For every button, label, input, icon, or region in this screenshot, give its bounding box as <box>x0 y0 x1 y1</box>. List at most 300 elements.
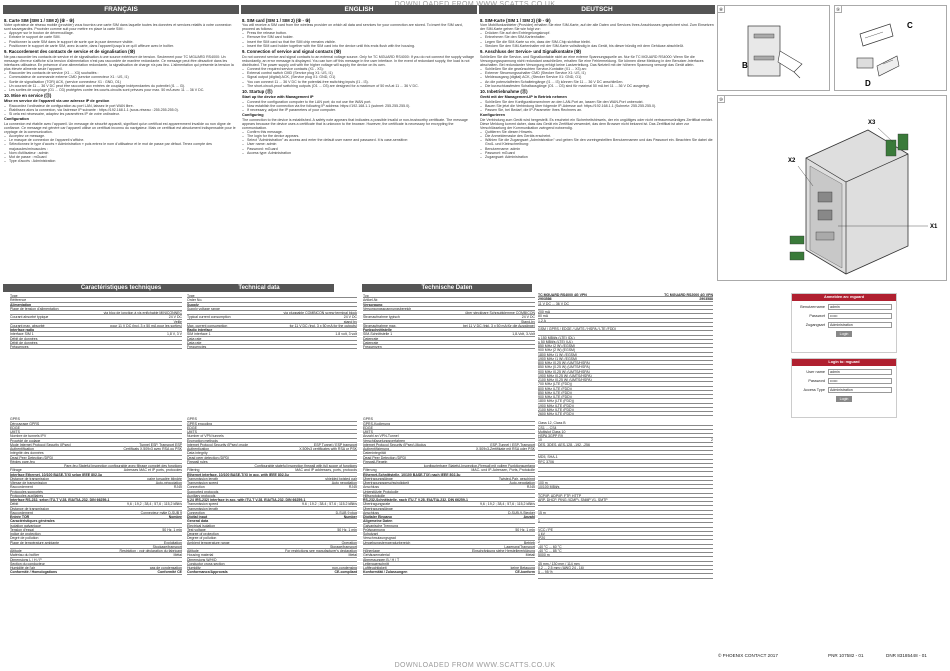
step-item: – Legen Sie die SIM-Karte so ein, dass der SIM-Chip sichtbar bleibt. <box>480 40 714 44</box>
spec-label: 850 MHz (0.25 W) (UMTS/HSPA) <box>538 365 590 370</box>
spec-value: CE-compliant <box>334 570 357 575</box>
spec-label: -40 °C ... 85 °C <box>538 548 562 553</box>
spec-label: General data <box>187 519 209 524</box>
spec-label: 200 mA <box>538 310 551 314</box>
spec-label: Konformität / Zulassungen <box>363 570 408 575</box>
spec-value: via bloc de jonction à vis enfichable MINICONNEC <box>103 311 182 315</box>
spec-label: Transmission length <box>187 476 219 481</box>
spec-value: ESP Tunnel / ESP transport <box>313 442 357 447</box>
spec-label: VCC / PE <box>538 527 553 532</box>
device-illustration <box>718 96 948 282</box>
product-1-name: TC MGUARD RS4000 4G VPN <box>538 293 587 297</box>
subsection-title: Konfigurieren <box>480 112 505 117</box>
step-item: – The login for the device appears. <box>242 134 476 138</box>
spec-label: Isolation galvanique <box>10 523 41 528</box>
spec-value: Métal <box>173 553 182 558</box>
spec-label: Internet Protocol Security (IPsec)-Modus <box>363 442 427 447</box>
step-item: – An die potenzialfreien Schalteingänge (I1 ... I3) können Sie 11 ... 36 V DC anschließen. <box>480 80 714 84</box>
spec-label: UMTS <box>363 430 373 434</box>
figure-sim-insert <box>834 5 947 91</box>
step-item: – Acceptez ce message. <box>4 134 238 138</box>
tech-bottom-en <box>187 417 357 574</box>
spec-label: RFC 3706 <box>538 459 554 464</box>
spec-label: 10/100 MBit/s <box>538 485 560 489</box>
login-title: Anmelden an: mguard <box>792 294 896 301</box>
spec-label: Multislot Class 10 <box>538 429 566 434</box>
spec-label: 0,2 ... 2,5 mm² (AWG 24 - 16) <box>538 565 584 570</box>
spec-value: Stand-by <box>520 319 535 324</box>
spec-label: Débit de données <box>10 336 38 341</box>
step-item: – Établissez alors la connexion, via l'adresse IP suivante : https://192.168.1.1 (sous-réseau : 255.255.255.0). <box>4 108 238 112</box>
spec-label: Versorgung <box>363 302 383 307</box>
spec-label: Tension d'essai <box>10 527 34 532</box>
spec-label: V.24 (RS-232) interface in acc. with ITU-T V.28, EIA/TIA-232, DIN 66259-1 <box>187 498 306 502</box>
spec-label: 700 MHz (LTE (FDD)) <box>538 382 572 387</box>
spec-label: EDGE <box>187 425 197 430</box>
figure-sim-release <box>717 5 830 91</box>
spec-label: ≤ 50 MBit/s (LTE) (UL) <box>538 339 573 344</box>
spec-label: Humidity <box>187 566 201 570</box>
step-item: – Appuyer sur le bouton de déverrouillage. <box>4 31 238 35</box>
spec-label: Filtrage <box>10 468 22 473</box>
spec-row <box>10 570 182 574</box>
spec-label: Data integrity <box>187 451 208 456</box>
tech-table-en <box>187 294 357 650</box>
subsection-title: Gerät mit der Management-IP in Betrieb nehmen <box>480 95 567 100</box>
spec-label: 2 <box>538 540 540 545</box>
spec-value: For restrictions see manufacturer's declaration <box>285 549 357 553</box>
access-select[interactable]: Administration <box>828 387 892 393</box>
spec-label: Conformance/Approvals <box>187 570 228 575</box>
section-title: 8. SIM card (SIM 1 / SIM 2) (⑧ - ⑨) <box>242 17 311 23</box>
spec-label: Supply <box>187 302 199 307</box>
spec-label: Raccordement <box>10 510 33 515</box>
spec-label: Protocoles auxiliaires <box>10 493 44 498</box>
sim-release-illustration <box>718 6 831 92</box>
spec-label: Transmission length <box>187 506 219 511</box>
section-text: The connection to the device is established. A safety note appears that indicates a possible invalid or non-trustworthy certificate. The message appears because the device uses a certificate that is unknown to the browser. However, the certificate is necessary for encrypting the communication. <box>242 117 468 130</box>
spec-value: X.509v3-Zertifikate mit RSA oder PSK <box>476 447 535 451</box>
spec-value: 2 <box>711 438 713 443</box>
step-list <box>480 67 714 87</box>
section-intro: You will receive a SIM card from the wireless provider on which all data and services for your connection are stored. To insert the SIM card, proceed as follows: <box>242 22 463 31</box>
spec-value: Connecteur mâle D-SUB 9 <box>140 510 182 515</box>
spec-label: Digital input <box>187 515 208 519</box>
figure-device-contacts <box>717 95 947 281</box>
spec-row <box>538 574 713 578</box>
sim-insert-illustration <box>835 6 948 92</box>
spec-label: 1900 MHz (1 W) (EGSM) <box>538 356 578 361</box>
spec-label: Ethernet interface, 10/100 BASE-T(X) in acc. with IEEE 802.3u <box>187 472 289 477</box>
figure-number: ⑩ <box>718 97 724 102</box>
spec-label: Authentication <box>187 447 210 451</box>
step-item: – Connect the configuration computer to the LAN port; do not use the WAN port. <box>242 100 476 104</box>
step-item: – Die kurzschlussfesten Schaltausgänge (O1 ... O3) sind für maximal 50 mA bei 11 ... 36 V DC ausgelegt. <box>480 84 714 88</box>
spec-label: 2100 MHz (0.25 W) (UMTS/HSPA) <box>538 378 592 382</box>
spec-label: CS1 ... CS4 <box>538 425 557 430</box>
section-title: 10. Startup (⑪) <box>242 89 273 95</box>
tech-values <box>538 293 713 649</box>
spec-label: Stromaufnahme typisch <box>363 315 400 320</box>
step-item: – Zugangsart: Administration <box>480 155 714 159</box>
lang-header-en: ENGLISH <box>241 5 477 14</box>
step-item: – Insert the SIM card so that the SIM chip remains visible. <box>242 40 476 44</box>
section-text: La connexion est établie avec l'appareil. Un message de sécurité apparaît, signifiant qu'un certificat est apparemment invalide ou non digne de confiance. Ce message est généré car l'appareil utilise un certificat inconnu du navigateur. Mais ce certificat est absolument indispensable pour le cryptage de la communication. <box>4 121 236 134</box>
step-item: – Remove the SIM card holder. <box>242 35 476 39</box>
spec-label: Connection <box>187 510 205 515</box>
spec-value: 9,6 ; 19,2 ; 38,4 ; 57,6 ; 115,2 kBit/s <box>127 502 182 507</box>
section-text: Die Verbindung zum Gerät wird hergestellt. Es erscheint ein Sicherheitshinweis, der ein ungültiges oder nicht vertrauenswürdiges Zertifikat meldet. Diese Meldung kommt daher, dass das Gerät ein Zertifikat verwendet, das dem Browser nicht bekannt ist. Das Zertifikat ist aber zur Verschlüsselung der Kommunikation zwingend notwendig. <box>480 117 713 130</box>
spec-value: D-SUB-9-Stecker <box>507 510 535 515</box>
spec-label: Anschluss <box>363 510 379 515</box>
spec-value: 1,8 V, 3 V <box>166 332 182 337</box>
spec-label: ARP, DHCP, PING (ICMP), SNMP V1, SMTP <box>538 497 608 502</box>
step-item: – Raccorder les contacts de service (X1 ... X3) souhaités : <box>4 71 238 75</box>
label-x2: X2 <box>788 158 796 164</box>
spec-label: Höhenlage <box>363 549 380 553</box>
spec-label: Umgebungstemperaturbereich <box>363 540 411 545</box>
spec-label: Protocoles supportés <box>10 489 43 494</box>
step-item: – If necessary, adjust the IP parameters of your computer. <box>242 108 476 112</box>
lang-header-fr: FRANÇAIS <box>3 5 239 14</box>
spec-label: Max. current consumption <box>187 323 228 328</box>
step-item: – Passen Sie, bei Bedarf, die IP-Parameter Ihres Rechners an. <box>480 108 714 112</box>
tech-values-top <box>538 302 713 417</box>
spec-label: Number of VPN tunnels <box>187 434 224 439</box>
spec-value: Lagerung/Transport <box>504 544 535 549</box>
login-button[interactable]: Login <box>836 396 852 402</box>
spec-label: Übertragungsgeschwindigkeit <box>363 481 409 485</box>
product-2-name: TC MGUARD RS2000 4G VPN <box>664 293 713 297</box>
tech-bottom-de <box>363 417 535 574</box>
spec-value: 50 Hz, 1 min <box>162 527 182 532</box>
spec-label: 1800 MHz (1 W) (EGSM) <box>538 352 578 357</box>
step-item: – The short-circuit-proof switching outputs (O1 ... O3) are designed for a maximum of 50 mA at 11 ... 36 V DC. <box>242 84 476 88</box>
spec-label: Datenrate <box>363 336 379 341</box>
figure-number: ⑨ <box>835 7 841 12</box>
user-label: Benutzername <box>800 305 825 309</box>
step-item: – Schließen Sie die gewünschten Service-Kontakte (X1 ... X3) an: <box>480 67 714 71</box>
section-title: 8. Carte SIM (SIM 1 / SIM 2) (⑧ - ⑨) <box>4 17 75 23</box>
spec-row <box>187 570 357 574</box>
spec-label: Datenintegrität <box>363 451 386 456</box>
spec-label: Übertragungslänge <box>363 506 393 511</box>
spec-label: 1 kV <box>538 531 546 536</box>
spec-label: Frequenzen <box>363 345 382 349</box>
label-x3: X3 <box>868 120 876 126</box>
spec-value: stand by <box>343 319 357 324</box>
spec-label: Datenrate <box>363 340 379 345</box>
tech-top-de <box>363 294 535 349</box>
step-item: – Select "Administration" as access and enter the default user name and password. It is case-sensitive: <box>242 138 476 142</box>
spec-label: Degree of pollution <box>187 536 217 541</box>
step-item: – Le masque de connexion de l'appareil s'affiche. <box>4 138 238 142</box>
section-title: 9. Connection of service and signal contacts (⑩) <box>242 49 341 55</box>
step-list <box>480 130 714 159</box>
spec-label: Data rate <box>187 336 202 341</box>
spec-label: 11 V DC ... 36 V DC <box>538 301 570 306</box>
spec-label: UMTS <box>10 430 20 434</box>
spec-label: Ethernet-Schnittstelle, 10/100 BASE-T(X) nach IEEE 802.3u <box>363 472 461 477</box>
spec-label: Schutzart <box>363 532 378 536</box>
label-x1: X1 <box>930 224 938 230</box>
spec-label: Dimensions L / H / P <box>10 557 42 562</box>
spec-label: Raccordement <box>10 485 33 490</box>
tech-table-de <box>363 294 535 650</box>
step-item: – Benutzername: admin <box>480 147 714 151</box>
step-list <box>4 104 238 116</box>
access-label: Access Type <box>803 388 825 392</box>
step-item: – Confirm this message. <box>242 130 476 134</box>
spec-label: Versorgungsspannungsbereich <box>363 306 412 311</box>
password-input[interactable]: •••••• <box>828 378 892 384</box>
spec-label: Supported protocols <box>187 489 219 494</box>
spec-label: 15 m <box>538 510 546 515</box>
step-list <box>4 31 238 47</box>
step-item: – Insert the SIM card holder together with the SIM card into the device until this ends flush with the housing. <box>242 44 476 48</box>
spec-label: Transmission speed <box>187 502 219 507</box>
spec-value: 50 Hz, 1 min <box>337 527 357 532</box>
spec-label: GPRS encoding <box>187 421 213 426</box>
label-b: B <box>742 61 748 70</box>
spec-label: Dead Peer Detection (DPD) <box>363 455 407 460</box>
step-item: – Die Anmeldemaske des Geräts erscheint. <box>480 134 714 138</box>
figures-panel <box>717 5 947 281</box>
spec-value: Tunnel ESP, Transport ESP <box>139 442 182 447</box>
spec-value: D-SUB 9 plug <box>335 510 357 515</box>
step-item: – Schließen Sie den Konfigurationsrechner an den LAN-Port an, lassen Sie den WAN-Port unbenutzt. <box>480 100 714 104</box>
spec-label: 1.2 A <box>538 318 546 323</box>
login-access-row <box>796 387 892 393</box>
spec-label: 100 m <box>538 480 548 485</box>
step-item: – Positionner le support de carte SIM, avec la carte, dans l'appareil jusqu'à ce qu'il affleure avec le boîtier. <box>4 44 238 48</box>
spec-label: Class 12, Class B <box>538 421 566 426</box>
spec-label: Intégrité des données <box>10 451 44 456</box>
step-item: – Si cela est nécessaire, adaptez les paramètres IP de votre ordinateur. <box>4 112 238 116</box>
section-text: Ne pas raccorder les contacts de service et de signalisation à une source extérieure de tension. Seulement pour TC MGUARD RS4000: Un message d'erreur s'affiche si la tension d'alimentation n'est pas raccordée de manière redondante. Ce message peut être désactivé dans les interfaces utilisateur. En présence d'une alimentation redondante, la signalisation de charge n'a pas lieu. L'alimentation qui présente la tension la plus élevée alimente seule l'appareil. <box>4 54 234 71</box>
spec-label: Unterstützte Protokolle <box>363 489 399 494</box>
spec-value: über steckbare Schraubklemme COMBICON <box>465 311 535 315</box>
spec-value: Number <box>343 515 357 519</box>
spec-value: 24 V DC <box>168 315 182 320</box>
step-list <box>242 100 476 112</box>
spec-label: 800 MHz (LTE (FDD)) <box>538 386 572 391</box>
step-item: – Meldeausgang (digital) ACK, (Stecker Service X1: GND, O1) <box>480 75 714 79</box>
spec-label: Verschlüsselungsverfahren <box>363 438 406 443</box>
step-item: – Positionner la carte SIM dans le support de sorte que la puce demeure visible. <box>4 40 238 44</box>
spec-label: Galvanische Trennung <box>363 523 399 528</box>
spec-label: SIM-Schnittstelle 1 <box>363 332 393 337</box>
spec-label: Degree of protection <box>187 532 219 536</box>
step-list <box>4 134 238 163</box>
login-dialog-de <box>791 293 897 353</box>
spec-label: Degré de pollution <box>10 536 39 541</box>
spec-label: Alimentation <box>10 302 32 307</box>
username-input[interactable]: admin <box>828 304 892 310</box>
spec-label: Typ <box>363 294 369 298</box>
spec-label: Entrée TOR <box>10 515 30 519</box>
step-item: – Press the release button. <box>242 31 476 35</box>
login-user-row <box>796 369 892 375</box>
spec-label: EDGE <box>363 425 373 430</box>
spec-label: Type <box>10 294 18 298</box>
spec-label: Ambient temperature range <box>187 540 230 545</box>
spec-label: 1900 MHz (LTE (FDD)) <box>538 403 574 408</box>
step-list <box>242 31 476 47</box>
tech-header-fr: Caractéristiques techniques <box>3 284 239 292</box>
spec-label: Dead peer detection (DPD) <box>187 455 230 460</box>
spec-value: Twisted-Pair, geschirmt <box>498 476 535 481</box>
step-item: – Password: mGuard <box>242 147 476 151</box>
spec-label: Data rate <box>187 340 202 345</box>
spec-value: Anzahl <box>523 515 535 519</box>
spec-label: 900 MHz (0.25 W) (UMTS/HSPA) <box>538 369 590 374</box>
pass-label: Passwort <box>809 314 825 318</box>
section-text: Do not connect service and signal contacts to an external voltage source. Only for TC MGUARD RS4000: If you do not connect the supply voltage redundantly, an error message is displayed. You can turn off this message in the user interface. In the event of redundant supply, the load is not distributed. The power supply unit with the higher voltage will supply the device on its own. <box>242 54 475 67</box>
spec-label: Fréquences <box>10 345 29 349</box>
spec-label: Dead Peer Detection (DPD) <box>10 455 54 460</box>
spec-label: 1 <box>538 519 540 523</box>
spec-label: Interface RS-232, selon ITU-T V.28, EIA/TIA-232, DIN 66259-1 <box>10 498 110 502</box>
spec-label: Vitesse de transmission <box>10 481 47 485</box>
tech-bottom-fr <box>10 417 182 574</box>
spec-label: 1800 MHz (LTE (FDD)) <box>538 399 574 404</box>
spec-label: Prüfspannung <box>363 527 385 532</box>
spec-value: bei 11 V DC (inkl. 3 x 50 mA für die Ausgänge) <box>463 323 535 328</box>
spec-label: Nombre de tunnels IPV <box>10 434 47 439</box>
section-title: 9. Raccordement des contacts de service et de signalisation (⑩) <box>4 49 135 55</box>
spec-label: Dimensions W/H/D <box>187 557 217 562</box>
spec-label: HSPA 3GPP R9 <box>538 434 563 438</box>
username-input[interactable]: admin <box>828 369 892 375</box>
spec-value: Adresses MAC et IP ports, protocoles <box>123 468 182 473</box>
spec-value: Certificats X.509v3 avec RSA ou PSK <box>123 447 182 451</box>
spec-label: Procédé de codage <box>10 438 41 443</box>
spec-label: Courant absorbé typique <box>10 315 49 320</box>
step-item: – Connect the required service contacts (X1 - X3): <box>242 67 476 71</box>
subsection-title: Mise en service de l'appareil via une adresse IP de gestion <box>4 99 110 104</box>
spec-value: 1.8 volt, 3 volt <box>335 332 357 337</box>
footer-copyright: © PHOENIX CONTACT 2017 <box>718 653 778 658</box>
spec-label: DES, 3DES, AES-128, -192, -256 <box>538 442 590 447</box>
step-item: – Type d'accès : Administration <box>4 159 238 163</box>
spec-label: Allgemeine Daten <box>363 519 393 524</box>
spec-label: Frequencies <box>187 345 207 349</box>
spec-label: Auxiliary protocols <box>187 493 216 498</box>
spec-label: Humidité de l'air <box>10 566 35 570</box>
spec-label: Supply voltage range <box>187 306 220 311</box>
spec-value: pour 11 V DC (incl. 3 x 50 mA pour les sorties) <box>110 323 182 328</box>
step-item: – Un courant de 11 ... 36 V DC peut être raccordé aux entrées de couplage indépendantes du potentiel (I1 ... I3). <box>4 84 238 88</box>
section-title: 10. Inbetriebnahme (⑪) <box>480 89 528 95</box>
spec-label: Altitude <box>187 549 199 553</box>
spec-value: Nombre <box>168 515 182 519</box>
access-select[interactable]: Administration <box>828 322 892 328</box>
tech-values-bottom <box>538 421 713 578</box>
product-2-number: 2903588 <box>699 297 713 302</box>
spec-label: Indice de protection <box>10 532 41 536</box>
spec-label: GPRS <box>363 417 373 422</box>
login-pass-row <box>796 313 892 319</box>
spec-label: Conformité / Homologations <box>10 570 58 575</box>
spec-value: Conformité CE <box>157 570 182 575</box>
login-title: Login to: mguard <box>792 359 896 366</box>
product-1-number: 2903586 <box>538 297 552 302</box>
tech-top-en <box>187 294 357 349</box>
pass-label: Password <box>808 379 825 383</box>
spec-value: Storage/transport <box>329 544 357 549</box>
spec-label: 5 ... 95 % <box>538 570 553 574</box>
section-title: 9. Anschluss der Service- und Signalkontakte (⑩) <box>480 49 581 55</box>
spec-label: Section du conducteur <box>10 561 45 566</box>
tech-header-en: Technical data <box>184 284 334 292</box>
login-dialog-en <box>791 358 897 418</box>
spec-value: CE-konform <box>514 570 535 575</box>
subsection-title: Start up the device with Management IP <box>242 95 314 100</box>
step-list <box>242 130 476 155</box>
spec-label: Anzahl an VPN-Tunnel <box>363 434 399 439</box>
label-c: C <box>907 21 913 30</box>
subsection-title: Configuring <box>242 112 264 117</box>
login-pass-row <box>796 378 892 384</box>
step-item: – User name: admin <box>242 142 476 146</box>
step-item: – Sélectionnez le type d'accès « Administration » puis entrez le nom d'utilisateur et le mot de passe par défaut. Tenez compte des majuscules/minuscules : <box>4 142 238 150</box>
step-item: – You can connect 11 ... 36 V DC to the potential-free switching inputs (I1 - I3). <box>242 80 476 84</box>
password-input[interactable]: •••••• <box>828 313 892 319</box>
column-de <box>480 16 714 282</box>
spec-value: 24 V DC <box>521 315 535 320</box>
spec-label: Typical current consumption <box>187 315 231 320</box>
spec-label: Abmessungen B / H / T <box>363 557 400 562</box>
spec-label: MD5, SHA-1 <box>538 455 558 460</box>
spec-label: Electrical isolation <box>187 523 216 528</box>
spec-label: Internet Protocol Security (IPsec) mode <box>187 442 249 447</box>
lang-header-de: DEUTSCH <box>479 5 715 14</box>
step-item: – Wählen Sie die Zugangsart „Administration" und geben Sie den voreingestellten Benutzernamen und das Passwort ein. Beachten Sie dabei die Groß- und Kleinschreibung: <box>480 138 714 146</box>
spec-value: MAC and IP addresses, ports, protocols <box>295 468 357 473</box>
spec-value: X.509v3 certificates with RSA or PSK <box>299 447 357 451</box>
spec-label: Authentification <box>10 447 34 451</box>
step-list <box>242 67 476 87</box>
spec-label: 900 MHz (2 W) (EGSM) <box>538 348 576 353</box>
spec-value: MAC- und IP-Adressen, Ports, Protokolle <box>471 468 535 473</box>
spec-label: Übertragungsrate <box>363 502 391 507</box>
spec-label: Conductor cross section <box>187 561 225 566</box>
subsection-title: Configuration <box>4 116 29 121</box>
spec-label: Order No. <box>187 298 203 303</box>
spec-label: 2600 MHz (LTE (FDD)) <box>538 412 574 416</box>
spec-label: Mode Internet Protocol Security (IPsec) <box>10 442 72 447</box>
spec-label: EDGE <box>10 425 20 430</box>
spec-value: Configurable stateful inspection firewall with full scope of functions <box>254 464 357 468</box>
spec-label: 850 MHz (2 W) (EGSM) <box>538 344 576 348</box>
spec-label: Plage de température ambiante <box>10 540 60 545</box>
spec-value: Metal <box>348 553 357 558</box>
spec-label: Übertragungslänge <box>363 476 393 481</box>
spec-label: 80 mA <box>538 314 549 319</box>
step-item: – Drücken Sie auf den Entriegelungsknopf. <box>480 31 714 35</box>
spec-label: 1900 MHz (0.25 W) (UMTS/HSPA) <box>538 373 592 378</box>
spec-label: UMTS <box>187 430 197 434</box>
spec-value: non-condensing <box>332 566 357 570</box>
spec-value: Einschränkung siehe Herstellererklärung <box>471 549 535 553</box>
login-button[interactable]: Login <box>836 331 852 337</box>
spec-value: Stockage/transport <box>152 544 182 549</box>
spec-value: paire torsadée blindée <box>147 476 182 481</box>
step-item: – Stecken Sie den SIM-Kartenhalter mit der SIM-Karte vollständig in das Gerät, bis dieser bündig mit dem Gehäuse abschließt. <box>480 44 714 48</box>
spec-label: Gehäusematerial <box>363 553 390 558</box>
spec-label: Interface SIM 1 <box>10 332 34 337</box>
